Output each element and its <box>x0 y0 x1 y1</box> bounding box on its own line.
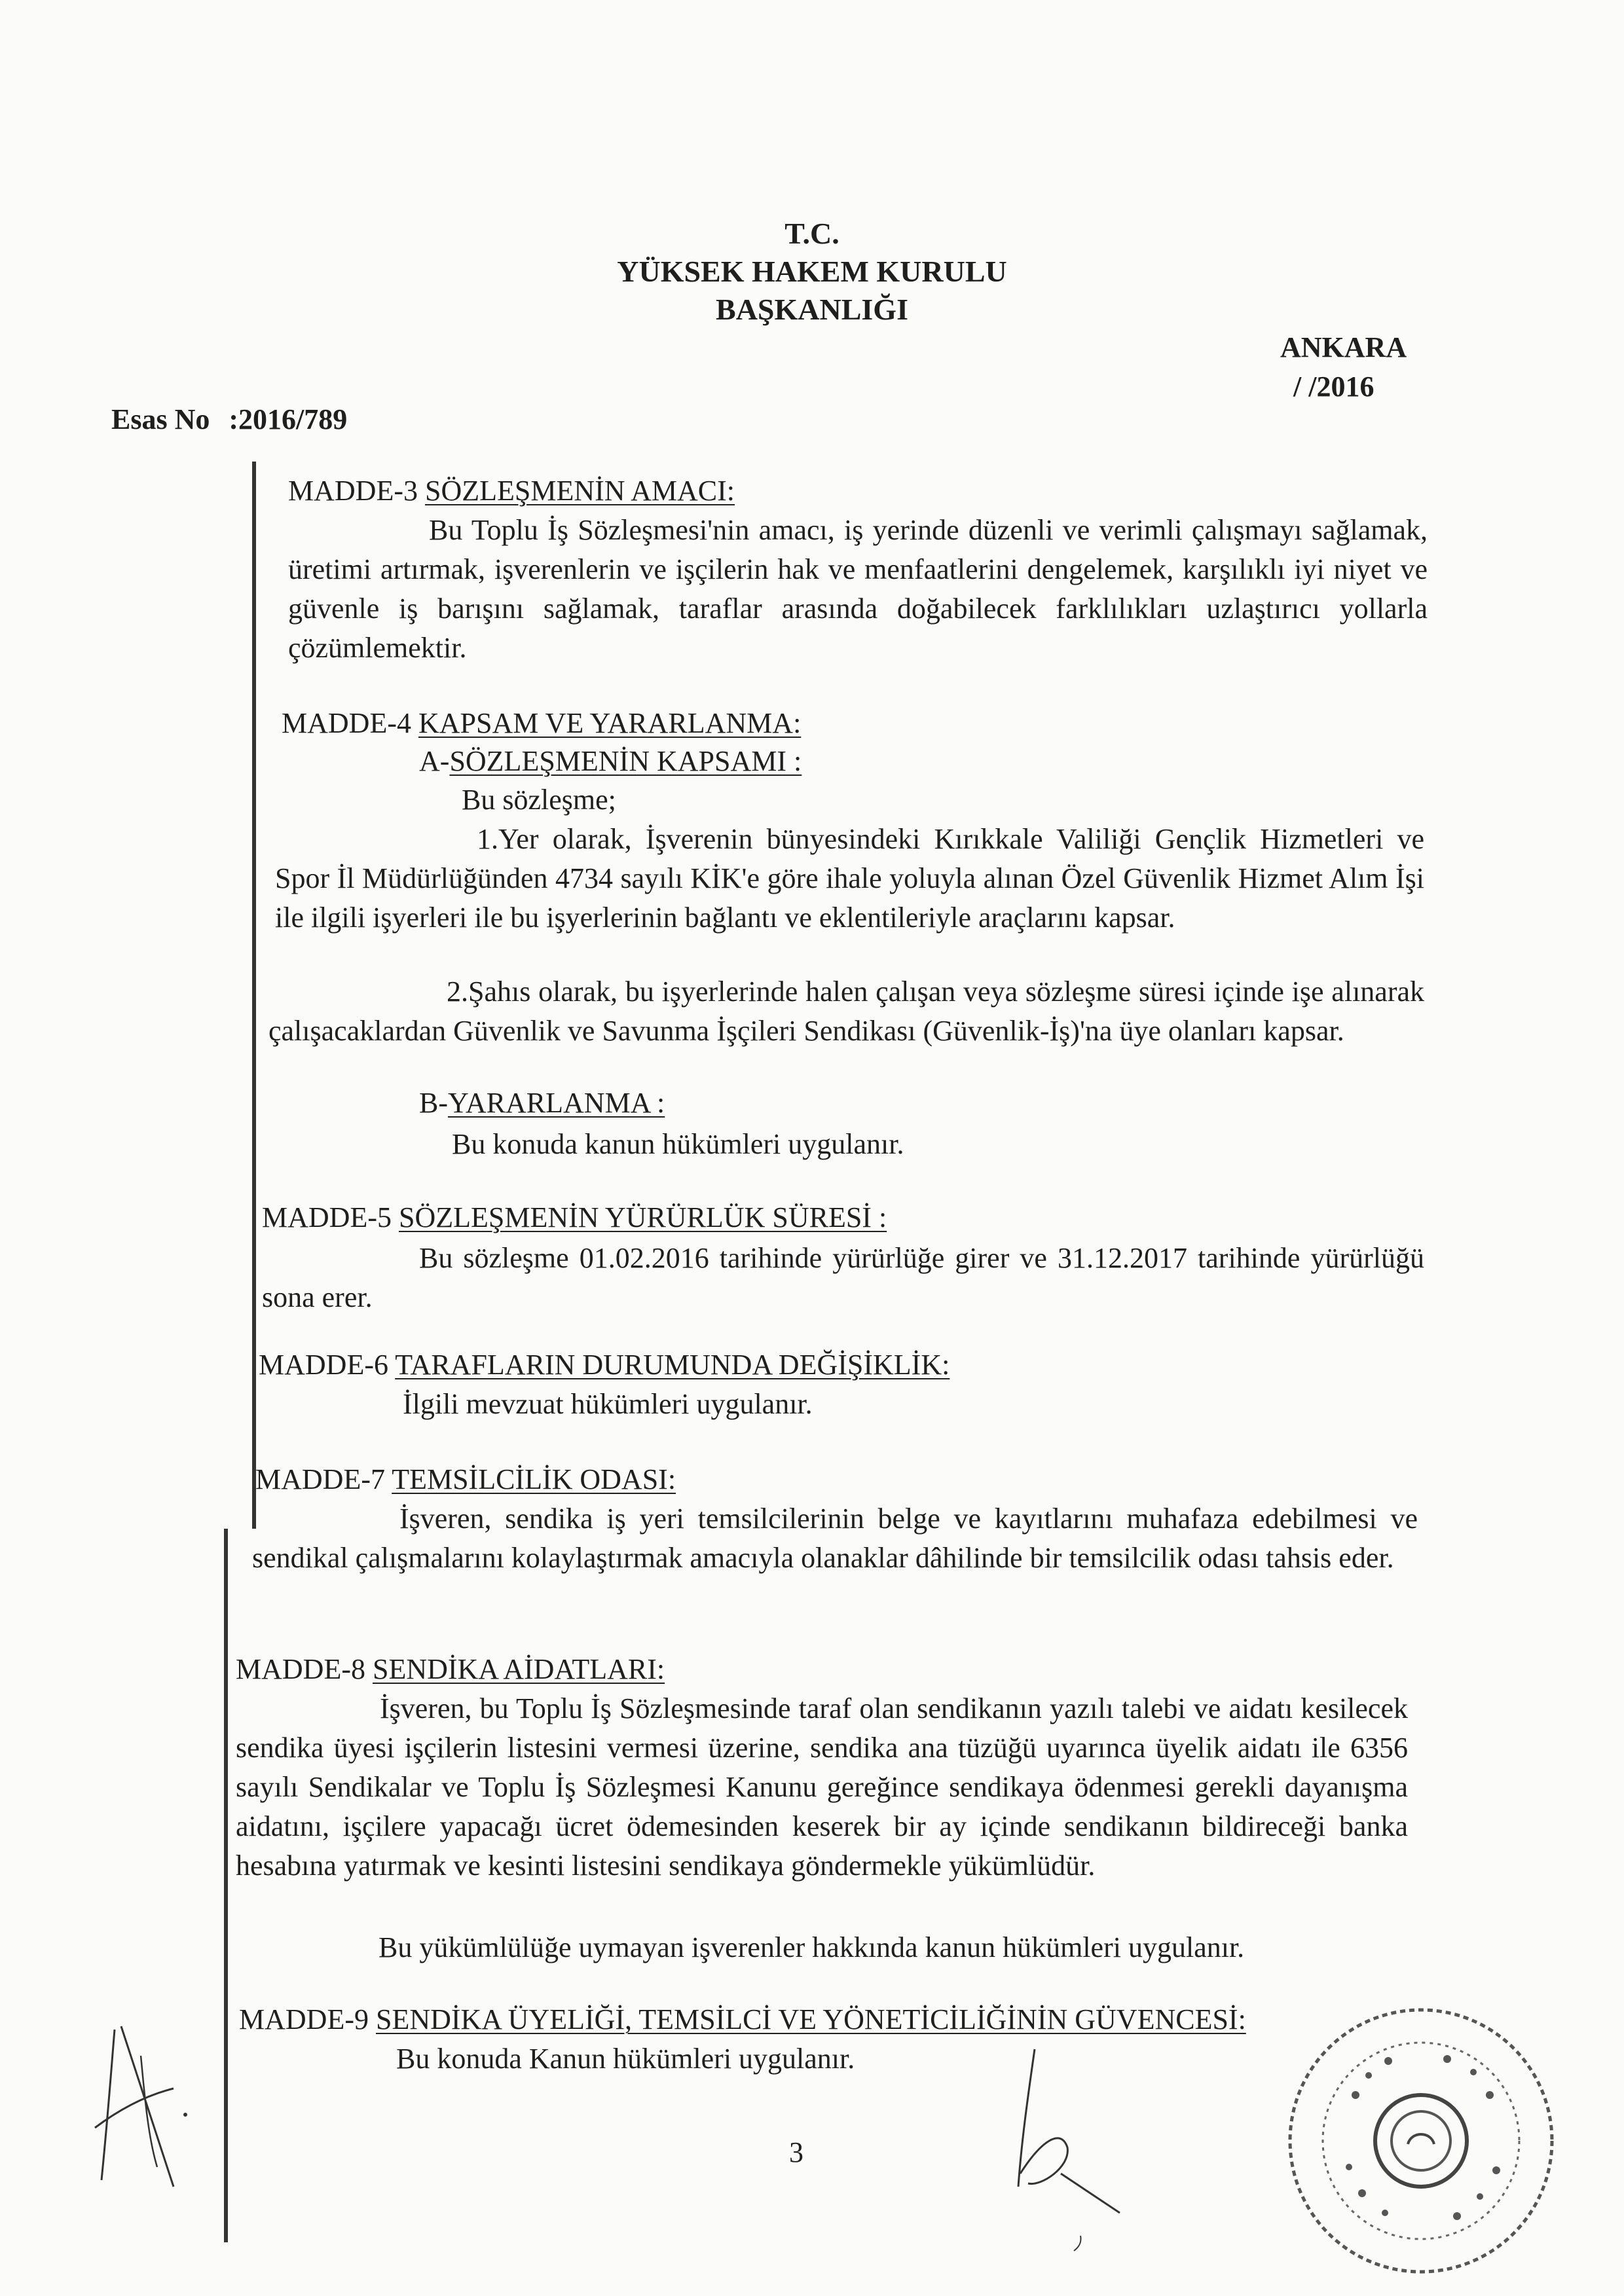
signature-center <box>982 2043 1153 2252</box>
madde-9-text: Bu konuda Kanun hükümleri uygulanır. <box>396 2043 855 2075</box>
madde-5-heading <box>262 1198 887 1237</box>
madde-4-b-heading <box>419 1084 665 1123</box>
madde-8-number: MADDE-8 <box>236 1653 373 1685</box>
madde-9-heading <box>239 2000 1246 2039</box>
madde-7-number: MADDE-7 <box>255 1463 392 1495</box>
madde-4-item-1: 1.Yer olarak, İşverenin bünyesindeki Kırıkkale Valiliği Gençlik Hizmetleri ve Spor İl Müdürlüğünden 4734 sayılı KİK'e göre ihale yoluyla alınan Özel Güvenlik Hizmet Alım İşi ile ilgili işyerleri ile bu işyerlerinin bağlantı ve eklentileriyle araçlarını kapsar. <box>275 823 1424 934</box>
madde-8-text: İşveren, bu Toplu İş Sözleşmesinde taraf olan sendikanın yazılı talebi ve aidatı kesilecek sendika üyesi işçilerin listesini vermesi üzerine, sendika ana tüzüğü uyarınca üyelik aidatı ile 6356 sayılı Sendikalar ve Toplu İş Sözleşmesi Kanunu gereğince sendikaya ödenmesi gerekli dayanışma aidatını, işçilere yapacağı ücret ödemesinden keserek bir ay içinde sendikanın bildireceği banka hesabına yatırmak ve kesinti listesini sendikaya göndermekle yükümlüdür. <box>236 1692 1408 1882</box>
esas-value: :2016/789 <box>229 403 348 435</box>
madde-6-heading <box>259 1345 950 1385</box>
header-presidency: BAŞKANLIĞI <box>716 293 908 326</box>
madde-6-text: İlgili mevzuat hükümleri uygulanır. <box>403 1388 813 1420</box>
madde-4-a-heading <box>419 742 802 781</box>
madde-4-intro: Bu sözleşme; <box>462 784 616 816</box>
madde-4-item-2: 2.Şahıs olarak, bu işyerlerinde halen çalışan veya sözleşme süresi içinde işe alınarak çalışacaklardan Güvenlik ve Savunma İşçileri Sendikası (Güvenlik-İş)'na üye olanları kapsar. <box>268 975 1424 1047</box>
header-institution: YÜKSEK HAKEM KURULU <box>617 255 1007 288</box>
official-stamp <box>1277 1997 1565 2285</box>
madde-4-heading <box>282 704 801 743</box>
esas-label: Esas No <box>111 403 210 435</box>
madde-6-title: TARAFLARIN DURUMUNDA DEĞİŞİKLİK: <box>395 1349 950 1381</box>
signature-initials-left <box>75 2016 200 2213</box>
madde-4-b-text: Bu konuda kanun hükümleri uygulanır. <box>452 1128 904 1160</box>
madde-6-number: MADDE-6 <box>259 1349 396 1381</box>
madde-3-heading <box>288 471 735 511</box>
madde-7-text: İşveren, sendika iş yeri temsilcilerinin belge ve kayıtlarını muhafaza edebilmesi ve sendikal çalışmalarını kolaylaştırmak amacıyla olanaklar dâhilinde bir temsilcilik odası tahsis eder. <box>252 1503 1418 1574</box>
esas-no <box>111 403 347 436</box>
madde-4-title: KAPSAM VE YARARLANMA: <box>418 707 802 739</box>
page-number: 3 <box>789 2136 803 2168</box>
madde-7-heading <box>255 1460 676 1499</box>
madde-4-number: MADDE-4 <box>282 707 418 739</box>
madde-8-title: SENDİKA AİDATLARI: <box>372 1653 665 1685</box>
madde-3-text: Bu Toplu İş Sözleşmesi'nin amacı, iş yerinde düzenli ve verimli çalışmayı sağlamak, üretimi artırmak, işverenlerin ve işçilerin hak ve menfaatlerini dengelemek, karşılıklı iyi niyet ve güvenle iş barışını sağlamak, taraflar arasında doğabilecek farklılıkları uzlaştırıcı yollarla çözümlemektir. <box>288 514 1428 664</box>
header-city: ANKARA <box>1280 331 1407 363</box>
margin-bar-upper <box>252 462 256 1529</box>
madde-5-text: Bu sözleşme 01.02.2016 tarihinde yürürlüğe girer ve 31.12.2017 tarihinde yürürlüğü sona erer. <box>262 1242 1424 1313</box>
madde-3-title: SÖZLEŞMENİN AMACI: <box>424 475 735 507</box>
madde-4-a-prefix: A- <box>419 745 450 777</box>
madde-5-number: MADDE-5 <box>262 1201 399 1233</box>
madde-4-a-title: SÖZLEŞMENİN KAPSAMI : <box>449 745 802 777</box>
header-date: / /2016 <box>1293 371 1375 403</box>
madde-4-b-title: YARARLANMA : <box>448 1087 665 1119</box>
madde-4-b-prefix: B- <box>419 1087 448 1119</box>
header-tc: T.C. <box>784 217 840 250</box>
margin-bar-lower <box>224 1529 228 2242</box>
madde-7-title: TEMSİLCİLİK ODASI: <box>392 1463 676 1495</box>
madde-9-title: SENDİKA ÜYELİĞİ, TEMSİLCİ VE YÖNETİCİLİĞİNİN GÜVENCESİ: <box>375 2003 1246 2035</box>
madde-8-text-2: Bu yükümlülüğe uymayan işverenler hakkında kanun hükümleri uygulanır. <box>378 1931 1245 1963</box>
madde-3-number: MADDE-3 <box>288 475 425 507</box>
madde-8-heading <box>236 1650 665 1689</box>
madde-5-title: SÖZLEŞMENİN YÜRÜRLÜK SÜRESİ : <box>398 1201 887 1233</box>
madde-9-number: MADDE-9 <box>239 2003 376 2035</box>
